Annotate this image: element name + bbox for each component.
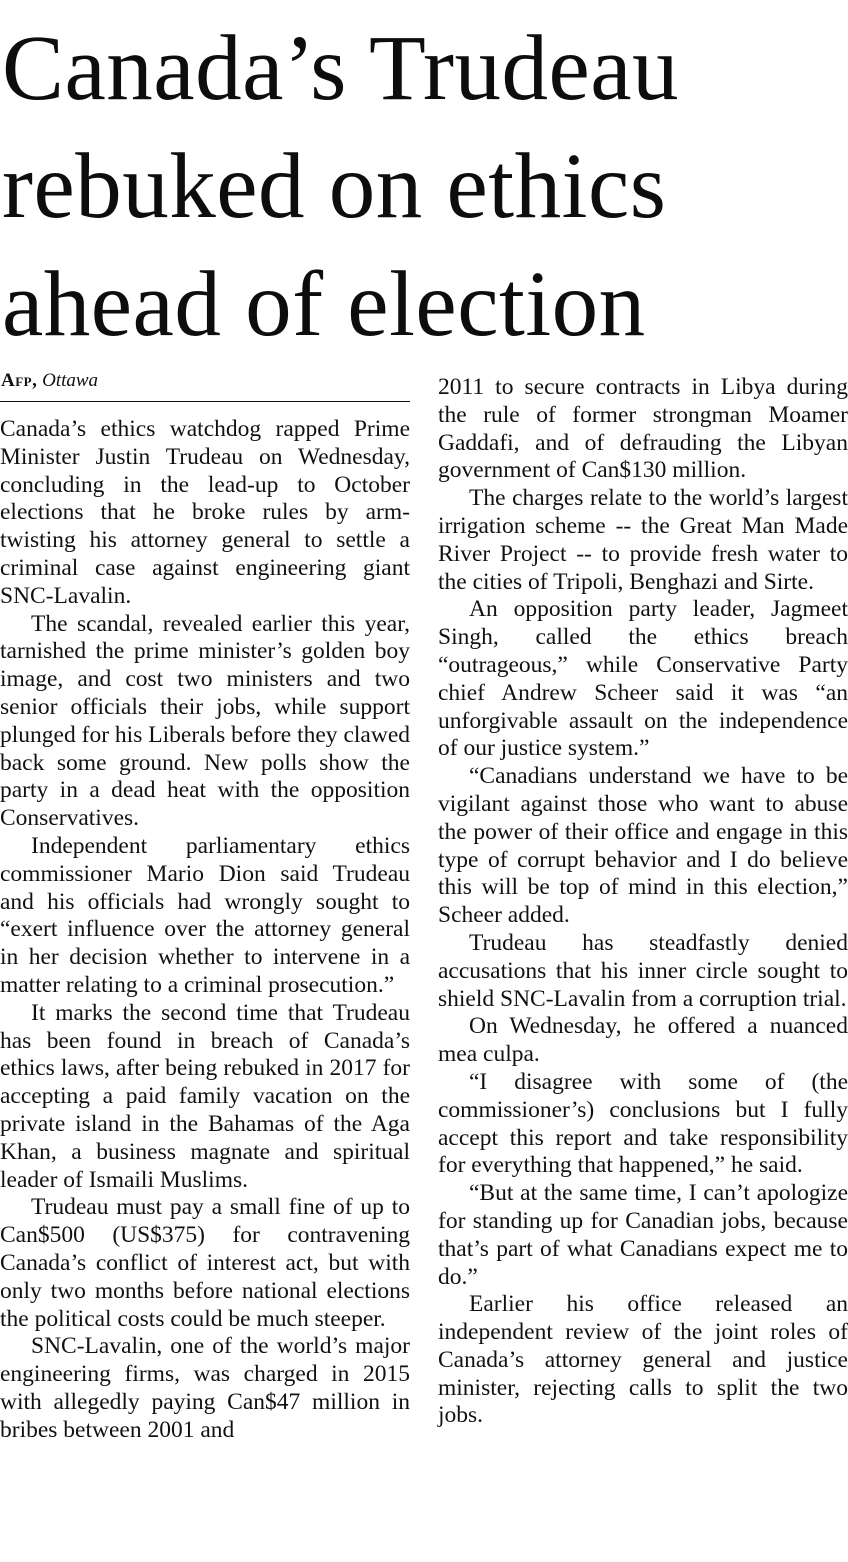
article-column-left bbox=[0, 416, 410, 1444]
byline-agency: Afp, bbox=[1, 370, 38, 391]
paragraph-8: An opposition party leader, Jagmeet Singh, called the ethics breach “outrageous,” while Conservative Party chief Andrew Scheer said it was “an unforgivable assault on the independence of our justice system.” bbox=[438, 596, 848, 762]
paragraph-14: Earlier his office released an independent review of the joint roles of Canada’s attorney general and justice minister, rejecting calls to split the two jobs. bbox=[438, 1291, 848, 1429]
byline-divider bbox=[0, 401, 410, 402]
headline-line-3: ahead of election bbox=[2, 253, 646, 356]
paragraph-9: “Canadians understand we have to be vigilant against those who want to abuse the power of their office and engage in this type of corrupt behavior and I do believe this will be top of mind in this election,” Scheer added. bbox=[438, 763, 848, 929]
paragraph-3: Independent parliamentary ethics commissioner Mario Dion said Trudeau and his officials had wrongly sought to “exert influence over the attorney general in her decision whether to intervene in a matter relating to a criminal prosecution.” bbox=[0, 832, 410, 998]
paragraph-4: It marks the second time that Trudeau has been found in breach of Canada’s ethics laws, after being rebuked in 2017 for accepting a paid family vacation on the private island in the Bahamas of the Aga Khan, a business magnate and spiritual leader of Ismaili Muslims. bbox=[0, 999, 410, 1193]
paragraph-1: Canada’s ethics watchdog rapped Prime Minister Justin Trudeau on Wednesday, concluding in the lead-up to October elections that he broke rules by arm-twisting his attorney general to settle a criminal case against engineering giant SNC-Lavalin. bbox=[0, 416, 410, 609]
paragraph-13: “But at the same time, I can’t apologize for standing up for Canadian jobs, because that’s part of what Canadians expect me to do.” bbox=[438, 1180, 848, 1290]
paragraph-12: “I disagree with some of (the commissioner’s) conclusions but I fully accept this report and take responsibility for everything that happened,” he said. bbox=[438, 1068, 848, 1179]
headline bbox=[2, 10, 848, 364]
headline-line-1: Canada’s Trudeau bbox=[2, 17, 680, 120]
paragraph-7: The charges relate to the world’s largest irrigation scheme -- the Great Man Made River Project -- to provide fresh water to the cities of Tripoli, Benghazi and Sirte. bbox=[438, 485, 848, 595]
paragraph-10: Trudeau has steadfastly denied accusations that his inner circle sought to shield SNC-Lavalin from a corruption trial. bbox=[438, 929, 848, 1012]
headline-line-2: rebuked on ethics bbox=[2, 135, 667, 238]
paragraph-2: The scandal, revealed earlier this year, tarnished the prime minister’s golden boy image, and cost two ministers and two senior officials their jobs, while support plunged for his Liberals before they clawed back some ground. New polls show the party in a dead heat with the opposition Conservatives. bbox=[0, 610, 410, 832]
paragraph-11: On Wednesday, he offered a nuanced mea culpa. bbox=[438, 1013, 848, 1068]
byline bbox=[1, 368, 409, 394]
byline-location: Ottawa bbox=[42, 370, 99, 391]
paragraph-6: SNC-Lavalin, one of the world’s major engineering firms, was charged in 2015 with allegedly paying Can$47 million in bribes between 2001 and bbox=[0, 1333, 410, 1443]
paragraph-5: Trudeau must pay a small fine of up to Can$500 (US$375) for contravening Canada’s conflict of interest act, but with only two months before national elections the political costs could be much steeper. bbox=[0, 1194, 410, 1332]
paragraph-6-continued: 2011 to secure contracts in Libya during the rule of former strongman Moamer Gaddafi, and of defrauding the Libyan government of Can$130 million. bbox=[438, 374, 848, 484]
article-column-right bbox=[438, 374, 848, 1430]
